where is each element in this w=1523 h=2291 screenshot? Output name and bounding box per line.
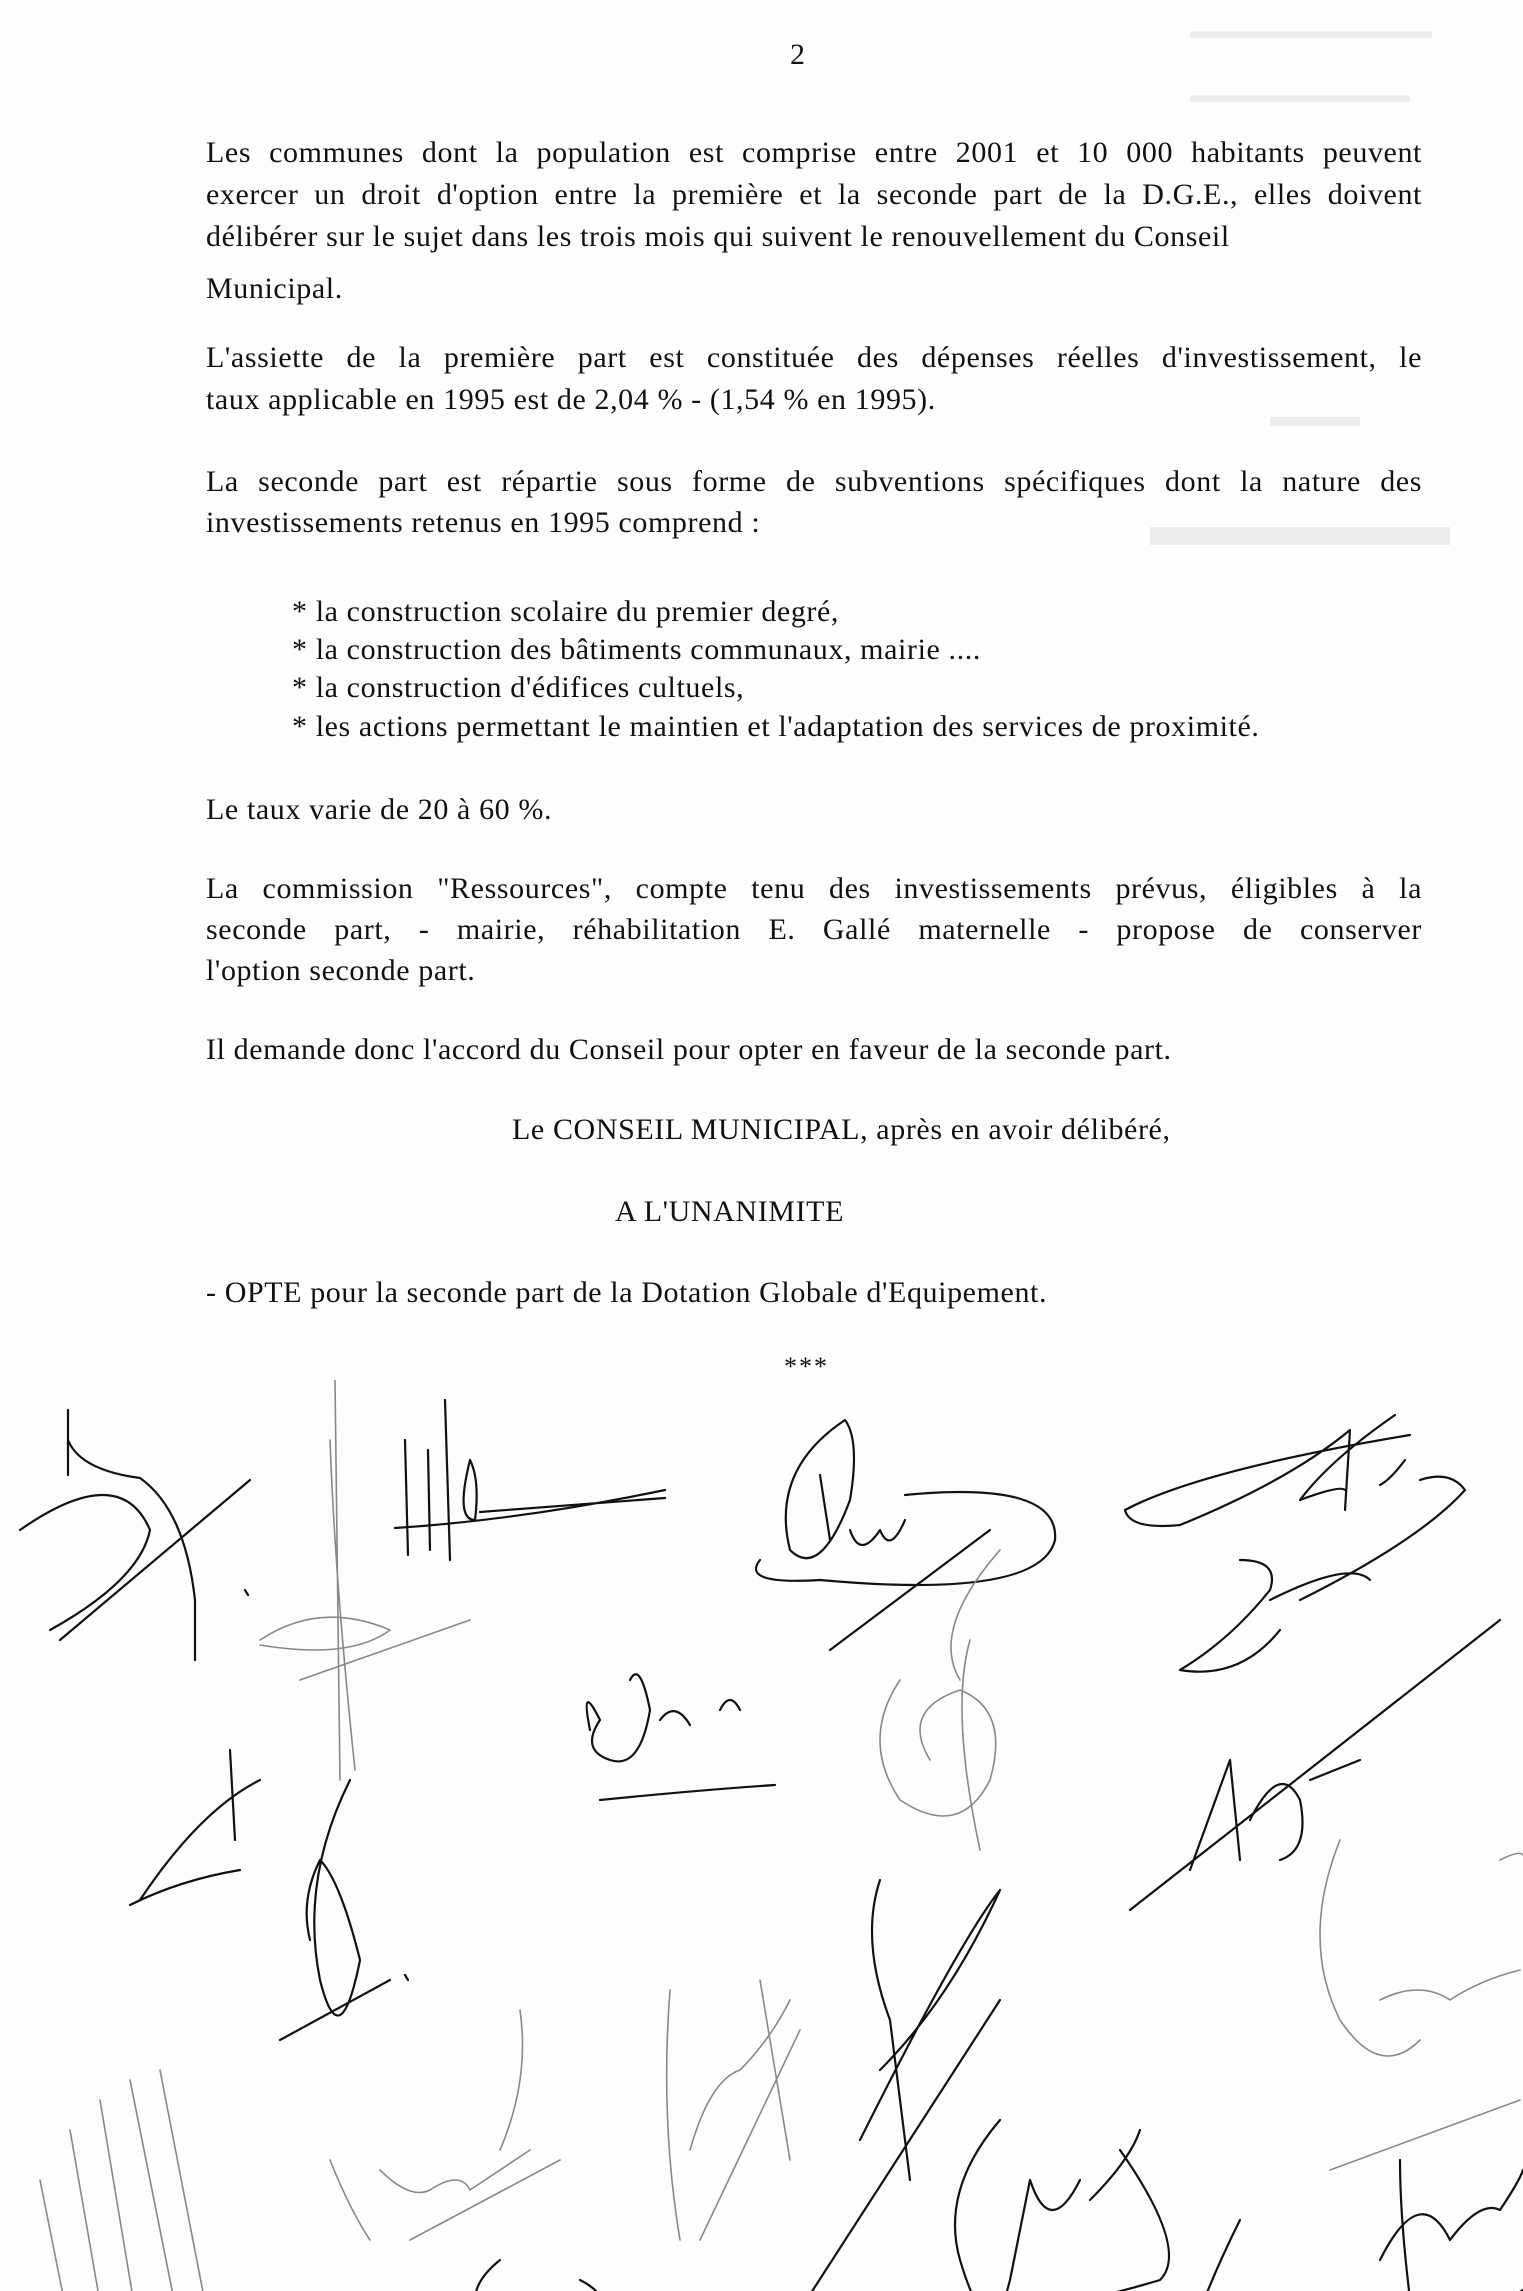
bleed-through-text: ▬▬▬ bbox=[1270, 400, 1360, 433]
signature bbox=[395, 1400, 665, 1560]
paragraph-line: Il demande donc l'accord du Conseil pour opter en faveur de la seconde part. bbox=[206, 1033, 1172, 1066]
paragraph-line: Les communes dont la population est comprise entre 2001 et 10 000 habitants peuvent bbox=[206, 136, 1422, 169]
signature bbox=[1320, 1840, 1523, 2170]
decision-resolution: - OPTE pour la seconde part de la Dotation Globale d'Equipement. bbox=[206, 1276, 1048, 1309]
signature bbox=[330, 1380, 355, 1780]
paragraph-line: l'option seconde part. bbox=[206, 954, 476, 987]
list-item: * la construction des bâtiments communaux, mairie .... bbox=[292, 633, 981, 666]
paragraph-line: La seconde part est répartie sous forme de subventions spécifiques dont la nature des bbox=[206, 465, 1422, 498]
signature bbox=[450, 2260, 710, 2291]
signature bbox=[880, 1550, 1000, 1850]
signature bbox=[130, 1750, 260, 1905]
signature bbox=[1125, 1430, 1410, 1526]
decision-vote: A L'UNANIMITE bbox=[615, 1195, 845, 1228]
paragraph-line: La commission "Ressources", compte tenu des investissements prévus, éligibles à la bbox=[206, 872, 1422, 905]
paragraph-line: seconde part, - mairie, réhabilitation E. Gallé maternelle - propose de conserver bbox=[206, 913, 1422, 946]
list-item: * la construction scolaire du premier degré, bbox=[292, 595, 840, 628]
paragraph-line: L'assiette de la première part est constituée des dépenses réelles d'investissement, le bbox=[206, 341, 1422, 374]
signature bbox=[280, 1780, 408, 2040]
signature bbox=[756, 1420, 1055, 1650]
bleed-through-text: ▬▬▬▬▬▬▬▬▬▬▬ bbox=[1190, 18, 1432, 43]
signatures-block bbox=[0, 1380, 1523, 2291]
signature bbox=[20, 1410, 250, 1660]
page-number: 2 bbox=[790, 38, 805, 71]
signature bbox=[1060, 2220, 1320, 2291]
paragraph-line: délibérer sur le sujet dans les trois mois qui suivent le renouvellement du Conseil bbox=[206, 220, 1230, 253]
list-item: * les actions permettant le maintien et l'adaptation des services de proximité. bbox=[292, 710, 1260, 743]
signature bbox=[40, 2070, 220, 2291]
signature bbox=[800, 1880, 1000, 2291]
list-item: * la construction d'édifices cultuels, bbox=[292, 671, 745, 704]
signature bbox=[260, 1617, 470, 1680]
paragraph-line: taux applicable en 1995 est de 2,04 % - (1,54 % en 1995). bbox=[206, 383, 936, 416]
section-separator: *** bbox=[784, 1352, 829, 1381]
bleed-through-text: ▬▬▬▬▬▬▬▬▬▬ bbox=[1190, 82, 1410, 107]
bleed-through-text: ▬▬▬▬▬ bbox=[1150, 491, 1450, 558]
paragraph-line: investissements retenus en 1995 comprend : bbox=[206, 506, 761, 539]
signature bbox=[1130, 1620, 1500, 1910]
signature bbox=[1380, 2160, 1523, 2291]
signature bbox=[587, 1674, 775, 1800]
signature bbox=[955, 2120, 1169, 2291]
signature bbox=[667, 1980, 800, 2240]
decision-preamble: Le CONSEIL MUNICIPAL, après en avoir délibéré, bbox=[512, 1113, 1171, 1146]
signature bbox=[1180, 1415, 1465, 1672]
paragraph-line: Municipal. bbox=[206, 272, 343, 305]
signature bbox=[330, 2010, 560, 2240]
paragraph-line: exercer un droit d'option entre la première et la seconde part de la D.G.E., elles doivent bbox=[206, 178, 1422, 211]
paragraph-line: Le taux varie de 20 à 60 %. bbox=[206, 793, 553, 826]
